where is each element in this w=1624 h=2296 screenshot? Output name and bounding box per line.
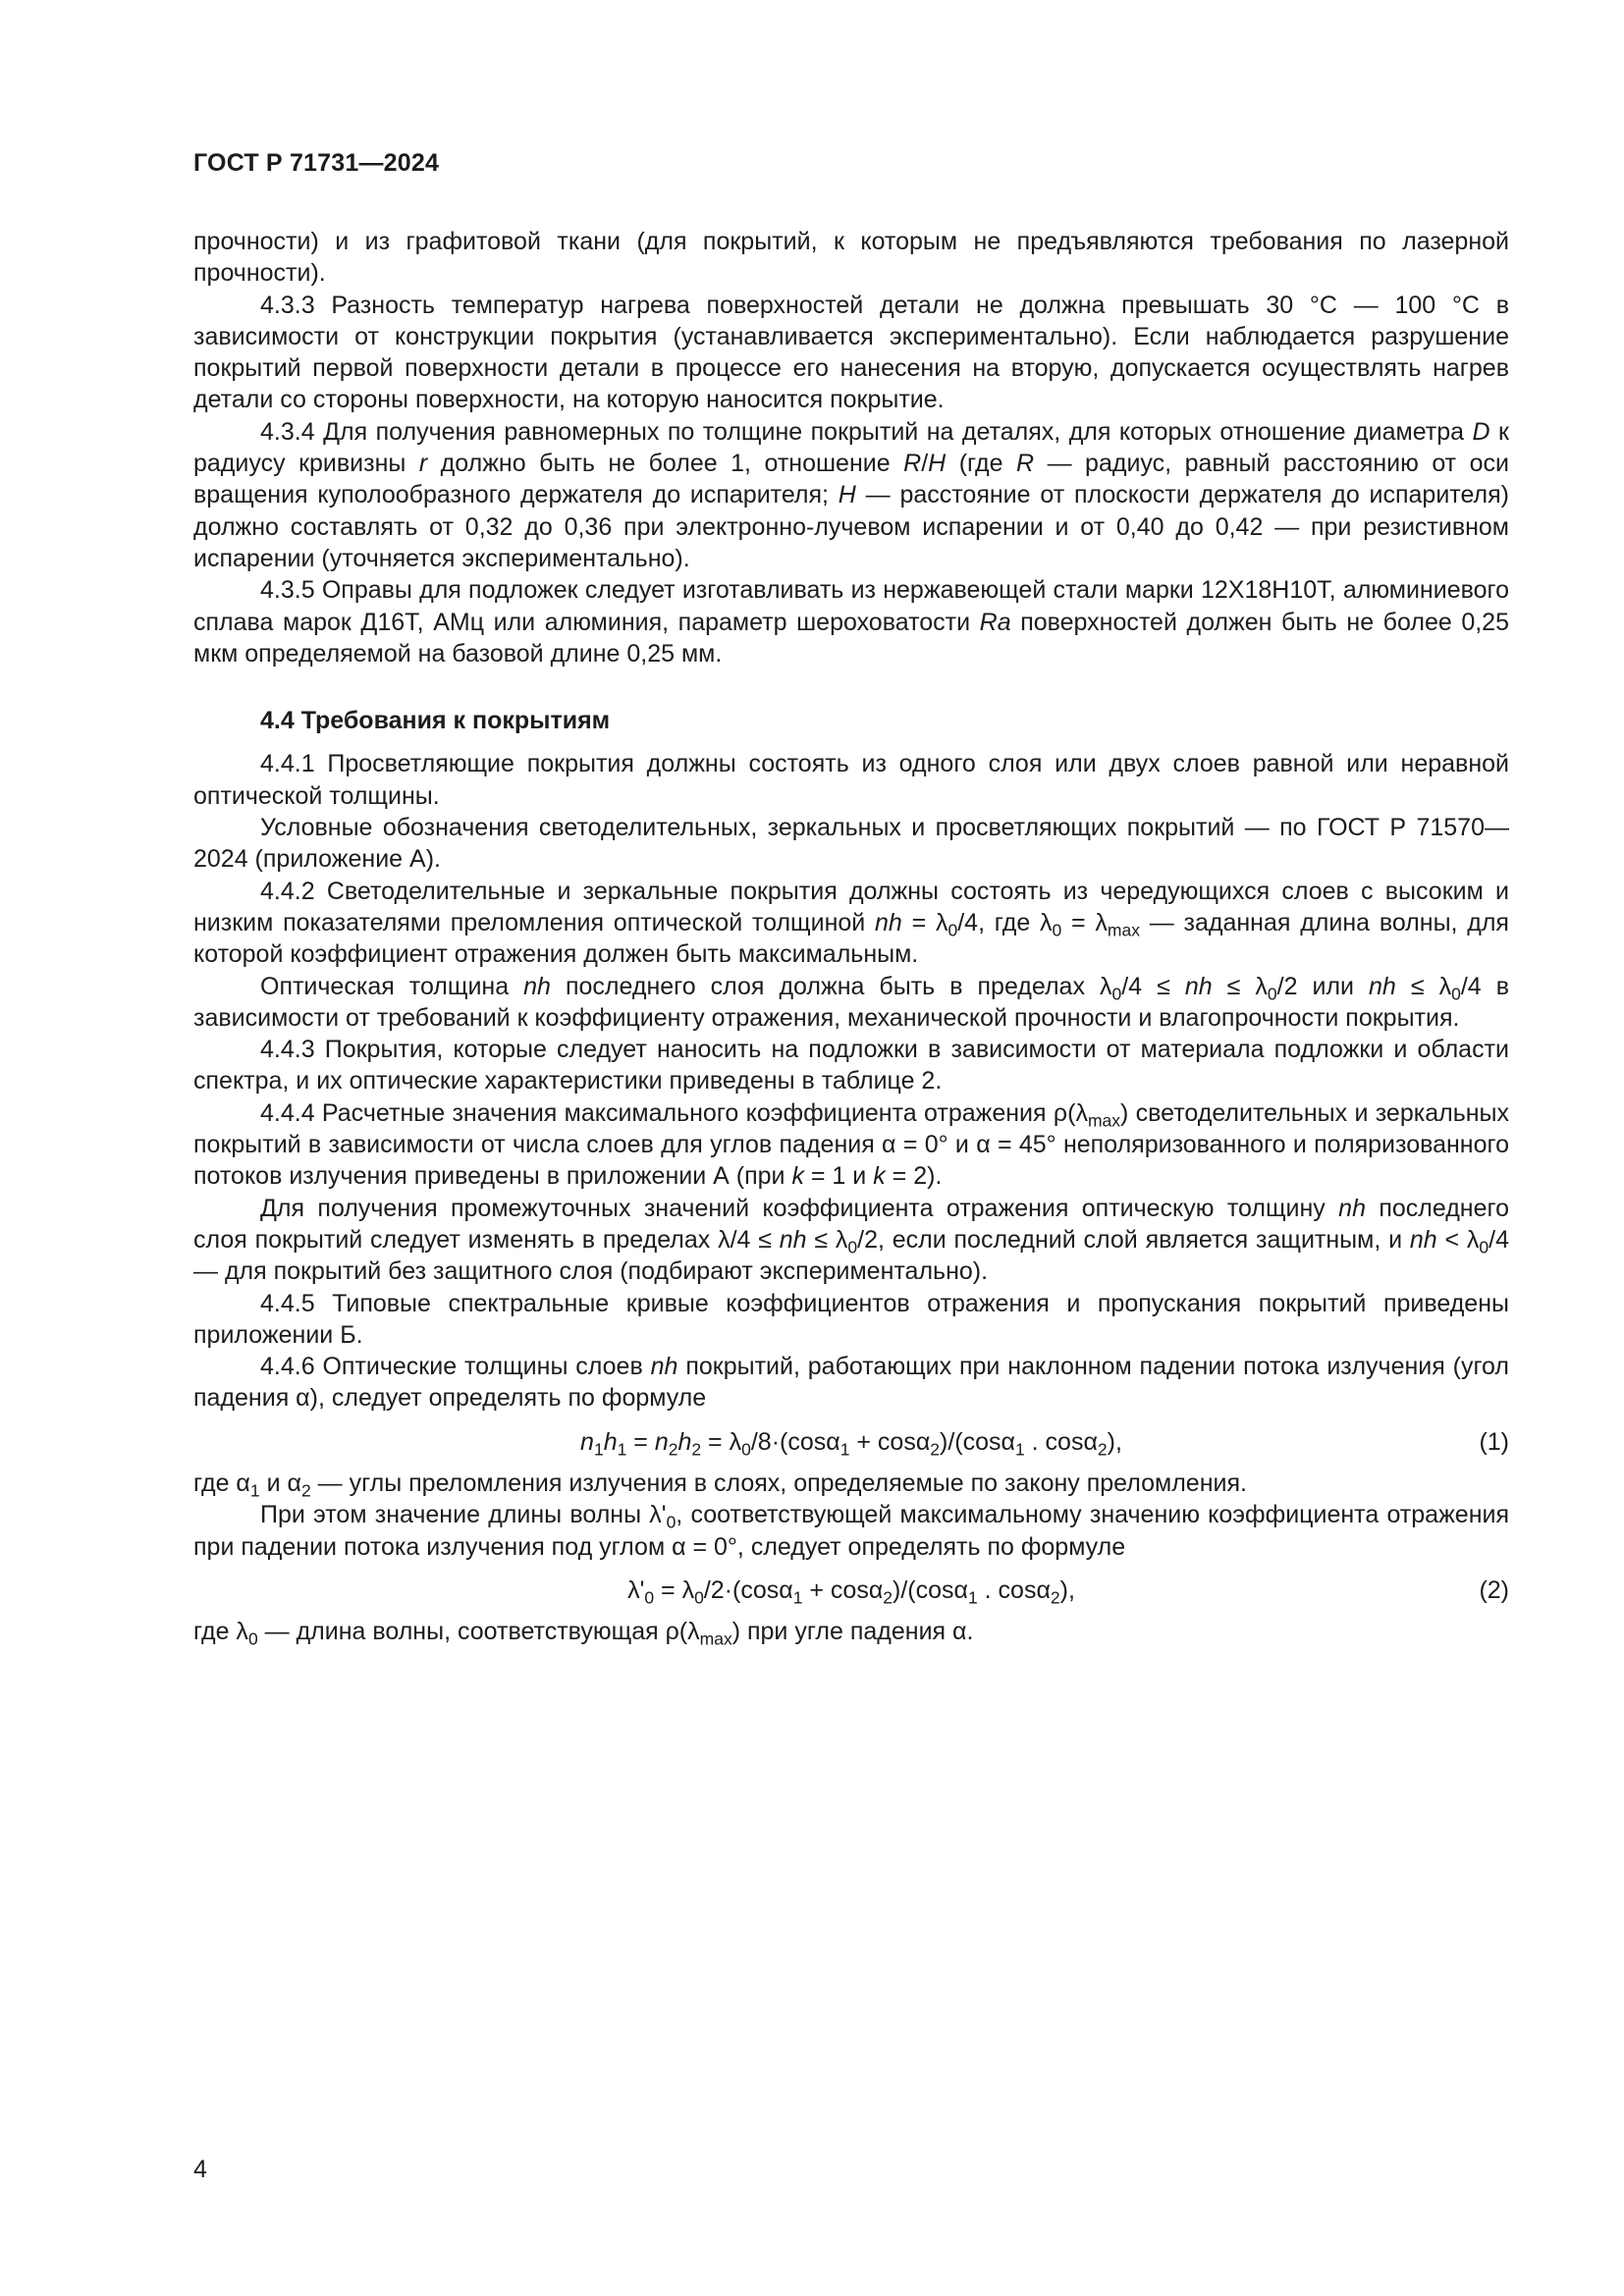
paragraph-4-4-5: 4.4.5 Типовые спектральные кривые коэффициентов отражения и пропускания покрытий приведены приложении Б. — [193, 1289, 1509, 1349]
page-number: 4 — [193, 2156, 207, 2183]
paragraph-4-4-6-wavelength: При этом значение длины волны $\lambda'_0$, соответствующей максимальному значению коэффициента отражения при падении потока излучения под углом α = 0°, следует определять по формуле — [193, 1501, 1510, 1561]
formula-1 — [193, 1426, 1509, 1458]
paragraph-4-4-3: 4.4.3 Покрытия, которые следует наносить на подложки в зависимости от материала подложки и области спектра, и их оптические характеристики приведены в таблице 2. — [193, 1036, 1509, 1095]
paragraph-4-4-2-thickness: Оптическая толщина nh последнего слоя должна быть в пределах $\lambda_0/4$ ≤ nh ≤ $\lambda_0/2$ или nh ≤ $\lambda_0/4$ в зависимости от требований к коэффициенту отражения, механической прочности и влагопрочности покрытия. — [193, 972, 1509, 1032]
paragraph-where-2: где $\lambda_0$ — длина волны, соответствующая $\rho(\lambda_{max})$ при угле падения α. — [193, 1618, 974, 1649]
paragraph-4-4-6: 4.4.6 Оптические толщины слоев nh покрытий, работающих при наклонном падении потока излучения (угол падения α), следует определять по формуле — [193, 1353, 1509, 1413]
paragraph-4-4-2: 4.4.2 Светоделительные и зеркальные покрытия должны состоять из чередующихся слоев с высоким и низким показателями преломления оптической толщиной nh = $\lambda_0/4$, где $\lambda_0 = \lambda_{max}$ — заданная длина волны, для которой коэффициент отражения должен быть максимальным. — [193, 877, 1509, 969]
document-code-header: ГОСТ Р 71731—2024 — [193, 149, 440, 177]
section-heading-4-4: 4.4 Требования к покрытиям — [260, 707, 611, 735]
paragraph-4-3-5: 4.3.5 Оправы для подложек следует изготавливать из нержавеющей стали марки 12Х18Н10Т, алюминиевого сплава марок Д16Т, АМц или алюминия, параметр шероховатости Ra поверхностей должен быть не более 0,25 мкм определяемой на базовой длине 0,25 мм. — [193, 576, 1509, 667]
page-body — [193, 226, 1509, 1647]
paragraph-continuation: прочности) и из графитовой ткани (для покрытий, к которым не предъявляются требования по лазерной прочности). — [193, 228, 1509, 288]
formula-1-expression: $n_1h_1 = n_2h_2 = \lambda_0/8\cdot(\cos\alpha_1 + \cos\alpha_2)/(\cos\alpha_1$ . cosα$_2$), — [580, 1427, 1122, 1459]
paragraph-4-3-4: 4.3.4 Для получения равномерных по толщине покрытий на деталях, для которых отношение диаметра D к радиусу кривизны r должно быть не более 1, отношение R/H (где R — радиус, равный расстоянию от оси вращения куполообразного держателя до испарителя; Н — расстояние от плоскости держателя до испарителя) должно составлять от 0,32 до 0,36 при электронно-лучевом испарении и от 0,40 до 0,42 — при резистивном испарении (уточняется экспериментально). — [193, 417, 1509, 572]
paragraph-4-4-1-notation: Условные обозначения светоделительных, зеркальных и просветляющих покрытий — по ГОСТ Р 71570—2024 (приложение А). — [193, 814, 1509, 874]
paragraph-4-4-4-intermediate: Для получения промежуточных значений коэффициента отражения оптическую толщину nh последнего слоя покрытий следует изменять в пределах λ/4 ≤ nh ≤ $\lambda_0/2$, если последний слой является защитным, и nh < $\lambda_0/4$ — для покрытий без защитного слоя (подбирают экспериментально). — [193, 1194, 1509, 1286]
formula-2-number: (2) — [1479, 1575, 1509, 1604]
paragraph-4-3-3: 4.3.3 Разность температур нагрева поверхностей детали не должна превышать 30 °С — 100 °С в зависимости от конструкции покрытия (устанавливается экспериментально). Если наблюдается разрушение покрытий первой поверхности детали в процессе его нанесения на вторую, допускается осуществлять нагрев детали со стороны поверхности, на которую наносится покрытие. — [193, 291, 1509, 414]
paragraph-4-4-1: 4.4.1 Просветляющие покрытия должны состоять из одного слоя или двух слоев равной или неравной оптической толщины. — [193, 750, 1509, 810]
formula-1-number: (1) — [1479, 1427, 1509, 1456]
paragraph-where-1: где $\alpha_1$ и $\alpha_2$ — углы преломления излучения в слоях, определяемые по закону преломления. — [193, 1468, 1247, 1501]
formula-2-expression: $\lambda'_0 = \lambda_0/2\cdot(\cos\alpha_1 + \cos\alpha_2)/(\cos\alpha_1$ . cosα$_2$), — [627, 1575, 1075, 1608]
formula-2 — [193, 1575, 1509, 1606]
paragraph-4-4-4: 4.4.4 Расчетные значения максимального коэффициента отражения $\rho(\lambda_{max})$ светоделительных и зеркальных покрытий в зависимости от числа слоев для углов падения α = 0° и α = 45° неполяризованного и поляризованного потоков излучения приведены в приложении А (при k = 1 и k = 2). — [193, 1098, 1510, 1191]
